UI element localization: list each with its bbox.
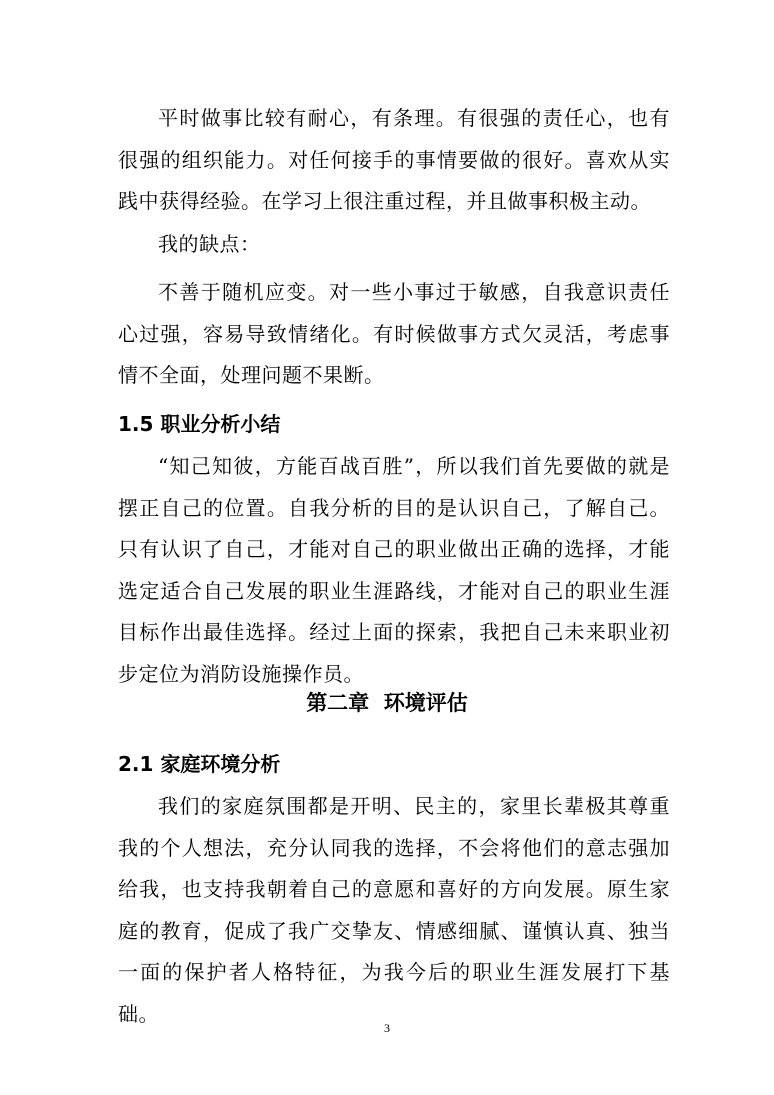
paragraph-strengths: 平时做事比较有耐心，有条理。有很强的责任心，也有很强的组织能力。对任何接手的事情要做的很好。喜欢从实践中获得经验。在学习上很注重过程，并且做事积极主动。 (118, 106, 670, 213)
section-heading-1-5: 1.5 职业分析小结 (118, 412, 281, 436)
page-number: 3 (384, 1021, 390, 1035)
section-heading-2-1: 2.1 家庭环境分析 (118, 752, 281, 776)
paragraph-family-environment: 我们的家庭氛围都是开明、民主的，家里长辈极其尊重我的个人想法，充分认同我的选择，不会将他们的意志强加给我，也支持我朝着自己的意愿和喜好的方向发展。原生家庭的教育，促成了我广交挚友、情感细腻、谨慎认真、独当一面的保护者人格特征，为我今后的职业生涯发展打下基础。 (118, 794, 670, 1026)
chapter-title: 第二章 环境评估 (306, 691, 468, 715)
paragraph-career-summary: “知己知彼，方能百战百胜”，所以我们首先要做的就是摆正自己的位置。自我分析的目的是认识自己，了解自己。只有认识了自己，才能对自己的职业做出正确的选择，才能选定适合自己发展的职业生涯路线，才能对自己的职业生涯目标作出最佳选择。经过上面的探索，我把自己未来职业初步定位为消防设施操作员。 (118, 454, 670, 686)
paragraph-weaknesses-label: 我的缺点： (158, 232, 261, 256)
paragraph-weaknesses: 不善于随机应变。对一些小事过于敏感，自我意识责任心过强，容易导致情绪化。有时候做事方式欠灵活，考虑事情不全面，处理问题不果断。 (118, 280, 670, 387)
